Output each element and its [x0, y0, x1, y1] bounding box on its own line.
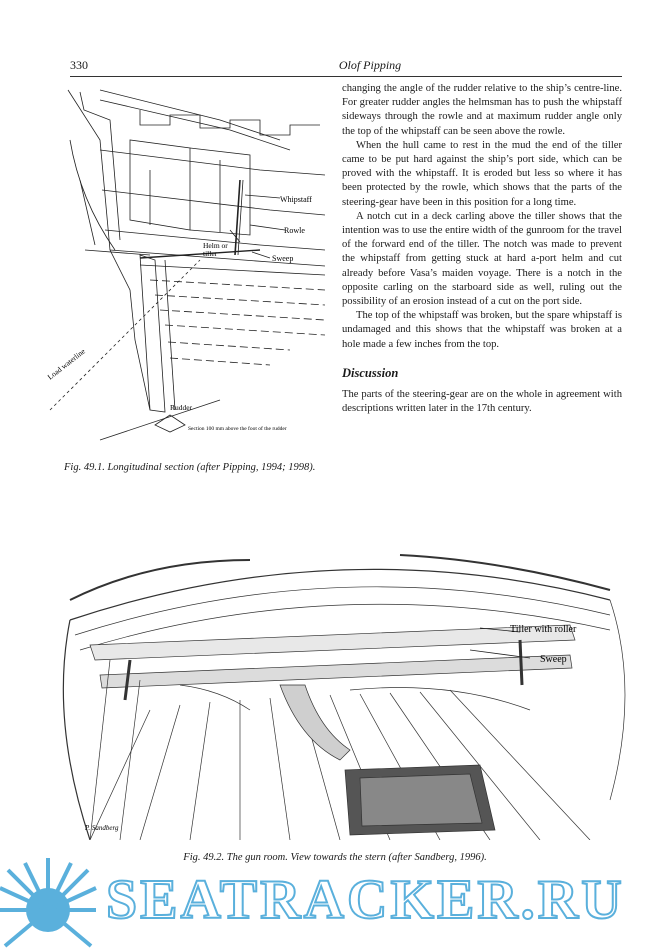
label-rudder: Rudder — [170, 403, 193, 412]
page-header — [70, 58, 622, 77]
figure1-caption: Fig. 49.1. Longitudinal section (after Pipping, 1994; 1998). — [64, 462, 316, 473]
figure-gun-room — [50, 540, 630, 840]
paragraph: The top of the whipstaff was broken, but the spare whipstaff is undamaged and this shows that the whipstaff was broken at a hole made a few inches from the top. — [342, 310, 622, 350]
label-helm: Helm or — [203, 241, 228, 250]
label-whipstaff: Whipstaff — [280, 195, 312, 204]
figure-longitudinal-section — [40, 80, 330, 455]
figure2-caption: Fig. 49.2. The gun room. View towards the stern (after Sandberg, 1996). — [183, 852, 487, 863]
label-sweep: Sweep — [272, 254, 294, 263]
running-head: Olof Pipping — [338, 58, 402, 72]
label-load-waterline: Load waterline — [45, 346, 87, 382]
label-rowle: Rowle — [284, 226, 305, 235]
label-section: Section 100 mm above the foot of the rudder — [188, 426, 287, 432]
label-sweep: Sweep — [540, 654, 567, 665]
paragraph: A notch cut in a deck carling above the tiller shows that the intention was to use the entire width of the gunroom for the travel of the forward end of the tiller. The notch was made to prevent the whipstaff from getting stuck at hard a-port helm and cut already before Vasa’s maiden voyage. There is a notch in the opposite carling on the starboard side as well, ruling out the possibility of an erosion instead of a cut on the port side. — [342, 210, 622, 308]
section-heading: Discussion — [342, 365, 399, 380]
paragraph: changing the angle of the rudder relative to the ship’s centre-line. For greater rudder angles the helmsman has to push the whipstaff sideways through the rowle and at maximum rudder angle only the top of the whipstaff can be seen above the rowle. — [342, 83, 622, 137]
paragraph: The parts of the steering-gear are on the whole in agreement with descriptions written later in the 17th century. — [342, 389, 622, 415]
paragraph: When the hull came to rest in the mud the end of the tiller came to be put hard against the ship’s port side, which can be proved with the whipstaff. It is eroded but less so where it has been protected by the rowle, which shows that the parts of the steering-gear have been in this position for a long time. — [342, 139, 622, 208]
label-tiller: tiller — [203, 249, 218, 258]
body-text-column — [342, 82, 622, 416]
artist-signature: P. Sandberg — [85, 824, 119, 832]
label-tiller-with-roller: Tiller with roller — [510, 624, 577, 635]
page-number: 330 — [70, 58, 88, 72]
watermark-text: SEATRACKER.RU — [106, 869, 625, 931]
